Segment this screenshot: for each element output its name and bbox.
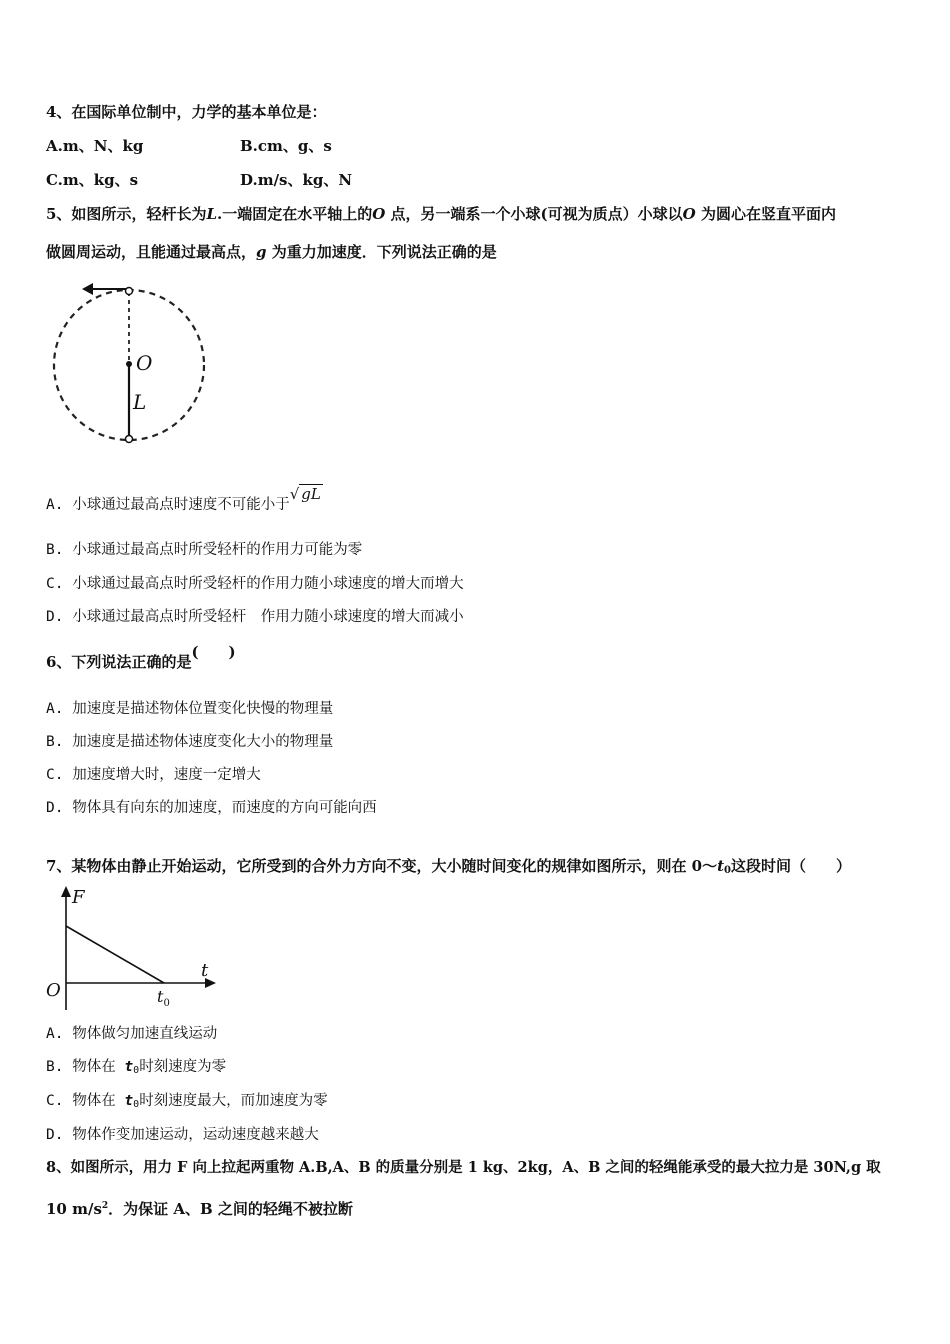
- q4-option-a: A.m、N、kg: [46, 137, 144, 155]
- q5-option-a: A. 小球通过最高点时速度不可能小于√ gL: [46, 485, 321, 513]
- velocity-arrowhead: [82, 283, 93, 295]
- q5-option-d: D. 小球通过最高点时所受轻杆 作用力随小球速度的增大而减小: [46, 609, 464, 625]
- y-axis-arrowhead: [61, 886, 71, 897]
- q7-option-c: C. 物体在 $t_0$时刻速度最大，而加速度为零: [46, 1093, 328, 1110]
- q4-option-c: C.m、kg、s: [46, 171, 139, 189]
- top-ball: [126, 288, 133, 295]
- q6-option-a: A. 加速度是描述物体位置变化快慢的物理量: [46, 701, 334, 717]
- q7-option-d: D. 物体作变加速运动，运动速度越来越大: [46, 1127, 319, 1143]
- q4-option-d: D.m/s、kg、N: [240, 171, 353, 189]
- sqrt-gl: √ gL: [289, 485, 321, 503]
- q5-stem-line2: 做圆周运动，且能通过最高点，g 为重力加速度．下列说法正确的是: [46, 243, 497, 261]
- force-line: [66, 926, 164, 983]
- q8-stem-line2: 10 $m/s^2$．为保证 A、B 之间的轻绳不被拉断: [46, 1200, 353, 1218]
- q4-stem: 4、在国际单位制中，力学的基本单位是：: [46, 103, 327, 121]
- q8-stem-line1: 8、如图所示，用力 F 向上拉起两重物 A.B,A、B 的质量分别是 1 kg、2kg，A、B 之间的轻绳能承受的最大拉力是 30N,g 取: [46, 1159, 881, 1176]
- q6-option-c: C. 加速度增大时，速度一定增大: [46, 767, 261, 783]
- label-l: L: [133, 390, 147, 414]
- q4-option-b: B.cm、g、s: [240, 137, 332, 155]
- q6-option-d: D. 物体具有向东的加速度，而速度的方向可能向西: [46, 800, 377, 816]
- bottom-ball: [126, 436, 133, 443]
- q5-option-c: C. 小球通过最高点时所受轻杆的作用力随小球速度的增大而增大: [46, 576, 464, 592]
- q5-option-b: B. 小球通过最高点时所受轻杆的作用力可能为零: [46, 542, 363, 558]
- label-t0: $t_0$: [157, 987, 170, 1009]
- q7-option-a: A. 物体做匀加速直线运动: [46, 1026, 218, 1042]
- q6-option-b: B. 加速度是描述物体速度变化大小的物理量: [46, 734, 334, 750]
- label-f: F: [72, 887, 85, 908]
- q6-stem: 6、下列说法正确的是( ): [46, 643, 236, 671]
- label-o: O: [136, 351, 153, 375]
- q5-circle-figure: [46, 278, 216, 453]
- label-origin: O: [46, 980, 61, 1001]
- label-t: t: [201, 960, 209, 981]
- q7-stem: 7、某物体由静止开始运动，它所受到的合外力方向不变，大小随时间变化的规律如图所示，则在 $0\sim t_0$这段时间（ ）: [46, 857, 852, 876]
- q5-stem-line1: 5、如图所示，轻杆长为L.一端固定在水平轴上的O 点，另一端系一个小球(可视为质点）小球以O 为圆心在竖直平面内: [46, 205, 836, 223]
- q7-option-b: B. 物体在 $t_0$时刻速度为零: [46, 1059, 227, 1076]
- q7-force-graph: [44, 884, 224, 1014]
- center-point: [126, 361, 132, 367]
